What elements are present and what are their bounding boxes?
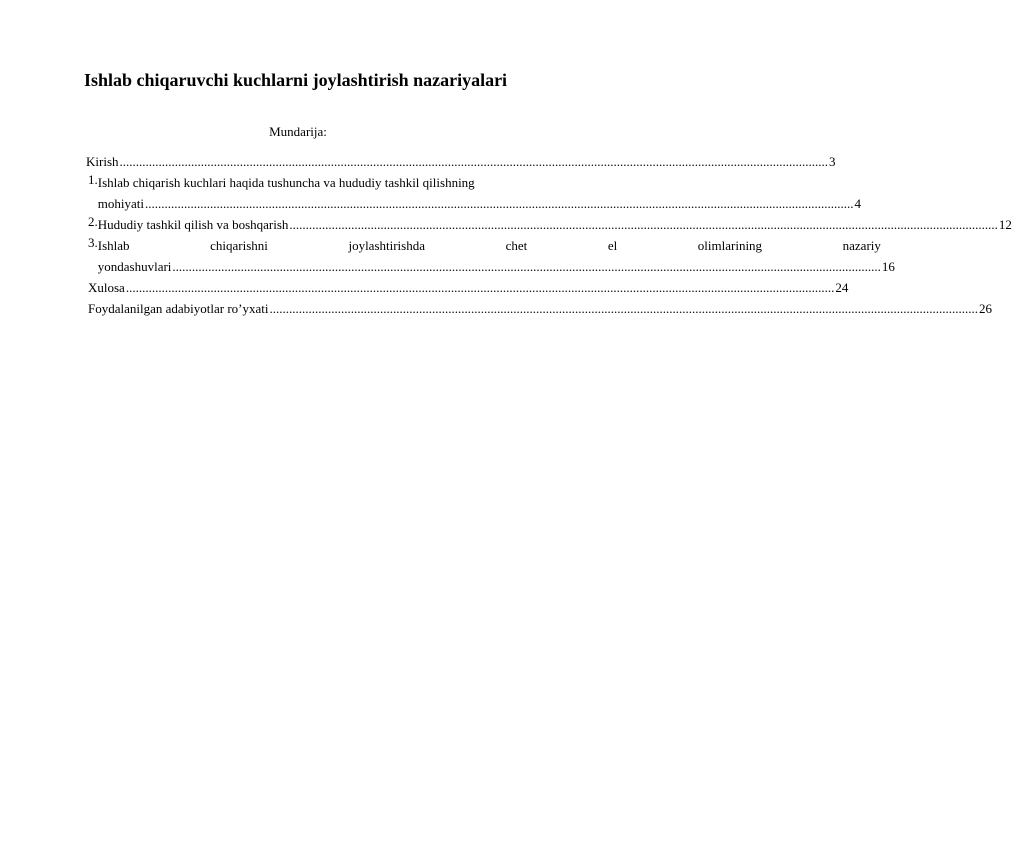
toc-entry-intro[interactable] — [86, 151, 836, 172]
document-title: Ishlab chiqaruvchi kuchlarni joylashtirish nazariyalari — [84, 70, 508, 90]
toc-leader-dots — [172, 256, 881, 277]
toc-entry-label-line1: Ishlab chiqarish kuchlari haqida tushuncha va hududiy tashkil qilishning — [97, 175, 475, 190]
toc-entry-page: 16 — [881, 259, 895, 274]
toc-entry-1[interactable] — [86, 172, 861, 214]
toc-word: nazariy — [842, 238, 881, 253]
toc-entry-number: 2. — [88, 214, 98, 229]
toc-leader-dots — [270, 298, 979, 319]
toc-entry-label-line1 — [98, 235, 895, 256]
toc-word: olimlarining — [697, 238, 763, 253]
toc-leader-dots — [145, 193, 854, 214]
toc-word: joylashtirishda — [348, 238, 425, 253]
toc-entry-label-line2: yondashuvlari — [97, 259, 172, 274]
toc-word: chet — [505, 238, 528, 253]
toc-entry-3[interactable] — [86, 235, 895, 277]
toc-leader-dots — [120, 151, 829, 172]
toc-entry-references[interactable] — [86, 298, 993, 319]
toc-entry-number: 1. — [88, 172, 98, 187]
toc-leader-dots — [289, 214, 998, 235]
toc-entry-2[interactable] — [86, 214, 1012, 235]
toc-entry-label: Hududiy tashkil qilish va boshqarish — [97, 217, 289, 232]
toc-word: Ishlab — [97, 238, 130, 253]
toc-word: el — [607, 238, 618, 253]
toc-entry-label: Kirish — [86, 154, 119, 169]
toc-heading: Mundarija: — [269, 124, 327, 139]
toc-entry-conclusion[interactable] — [86, 277, 849, 298]
toc-entry-page: 3 — [829, 154, 836, 169]
toc-entry-page: 12 — [998, 217, 1012, 232]
table-of-contents — [86, 151, 1012, 319]
toc-entry-label: Xulosa — [88, 280, 125, 295]
toc-entry-page: 4 — [854, 196, 861, 211]
toc-word: chiqarishni — [210, 238, 268, 253]
toc-entry-page: 24 — [835, 280, 849, 295]
toc-entry-page: 26 — [979, 301, 993, 316]
toc-leader-dots — [126, 277, 835, 298]
toc-entry-label: Foydalanilgan adabiyotlar ro’yxati — [88, 301, 269, 316]
toc-entry-label-line2: mohiyati — [97, 196, 144, 211]
toc-entry-number: 3. — [88, 235, 98, 250]
